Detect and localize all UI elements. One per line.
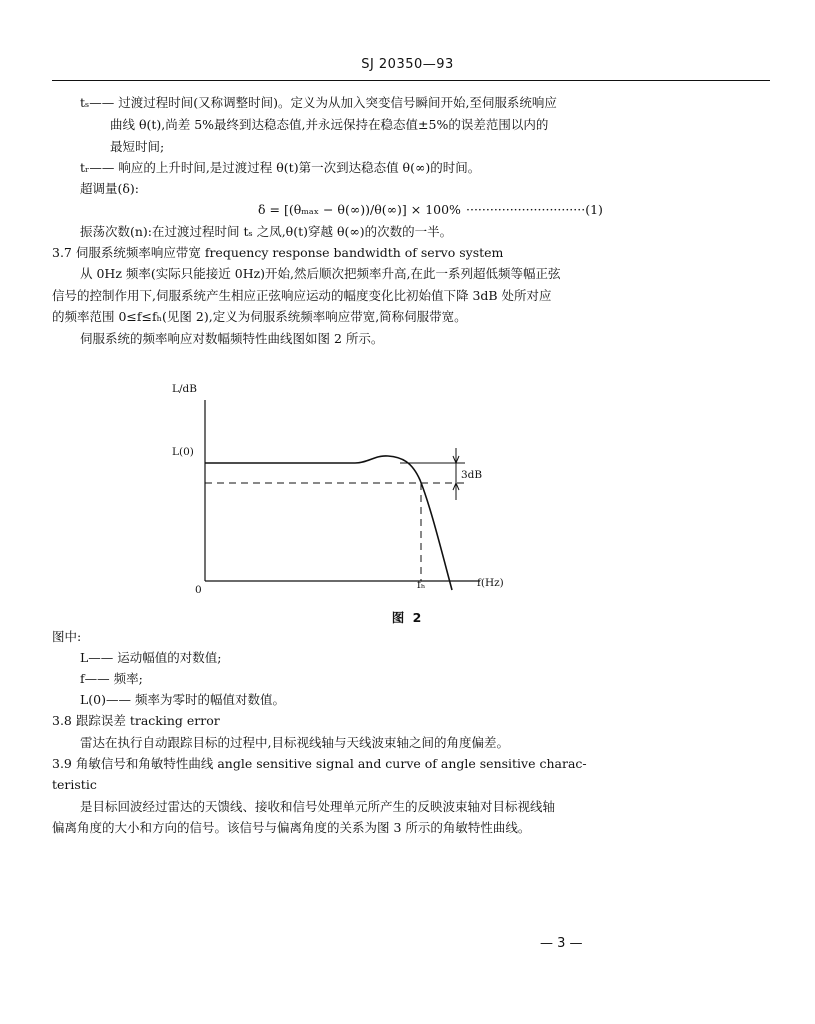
section-3-9-para-line-2: 偏离角度的大小和方向的信号。该信号与偏离角度的关系为图 3 所示的角敏特性曲线。 (52, 820, 531, 835)
section-3-7-heading: 3.7 伺服系统频率响应带宽 frequency response bandwidth of servo system (52, 245, 504, 260)
legend-item-l: L—— 运动幅值的对数值; (80, 650, 222, 665)
oscillation-count-definition: 振荡次数(n):在过渡过程时间 tₛ 之凤,θ(t)穿越 θ(∞)的次数的一半。 (80, 224, 453, 239)
legend-intro: 图中: (52, 629, 82, 644)
overshoot-formula: δ = [(θₘₐₓ − θ(∞))/θ(∞)] × 100% (258, 202, 461, 217)
ts-definition-line-3: 最短时间; (110, 139, 165, 154)
legend-item-l0: L(0)—— 频率为零时的幅值对数值。 (80, 692, 285, 707)
figure-caption: 图 2 (391, 610, 424, 625)
section-3-7-para-2: 伺服系统的频率响应对数幅频特性曲线图如图 2 所示。 (80, 331, 384, 346)
db-label: 3dB (461, 469, 483, 481)
section-3-7-para-line-2: 信号的控制作用下,伺服系统产生相应正弦响应运动的幅度变化比初始值下降 3dB 处所对应 (52, 288, 552, 303)
section-3-7-para-line-3: 的频率范围 0≤f≤fₕ(见图 2),定义为伺服系统频率响应带宽,简称伺服带宽。 (52, 309, 467, 324)
section-3-9-heading: 3.9 角敏信号和角敏特性曲线 angle sensitive signal and curve of angle sensitive charac- (52, 756, 587, 771)
section-3-9-para-line-1: 是目标回波经过雷达的天馈线、接收和信号处理单元所产生的反映波束轴对目标视线轴 (80, 799, 556, 814)
formula-number: ······························(1) (466, 202, 603, 217)
section-3-8-para: 雷达在执行自动跟踪目标的过程中,目标视线轴与天线波束轴之间的角度偏差。 (80, 735, 509, 750)
origin-label: 0 (195, 584, 202, 596)
y-axis-label: L/dB (172, 383, 197, 395)
section-3-8-heading: 3.8 跟踪误差 tracking error (52, 713, 220, 728)
response-curve (205, 456, 452, 590)
page-number: — 3 — (540, 936, 583, 951)
document-code: SJ 20350—93 (361, 57, 454, 72)
section-3-7-para-line-1: 从 0Hz 频率(实际只能接近 0Hz)开始,然后顺次把频率升高,在此一系列超低频等幅正弦 (80, 266, 561, 281)
legend-item-f: f—— 频率; (80, 671, 143, 686)
fb-label: fₕ (417, 579, 426, 591)
overshoot-label: 超调量(δ): (80, 181, 139, 196)
ts-definition-line-2: 曲线 θ(t),尚差 5%最终到达稳态值,并永远保持在稳态值±5%的误差范围以内的 (110, 117, 549, 132)
ts-definition-line-1: tₛ—— 过渡过程时间(又称调整时间)。定义为从加入突变信号瞬间开始,至伺服系统响应 (80, 95, 557, 110)
section-3-9-heading-cont: teristic (52, 777, 97, 792)
l0-label: L(0) (172, 446, 194, 458)
x-axis-label: f(Hz) (477, 577, 504, 589)
tr-definition: tᵣ—— 响应的上升时间,是过渡过程 θ(t)第一次到达稳态值 θ(∞)的时间。 (80, 160, 481, 175)
